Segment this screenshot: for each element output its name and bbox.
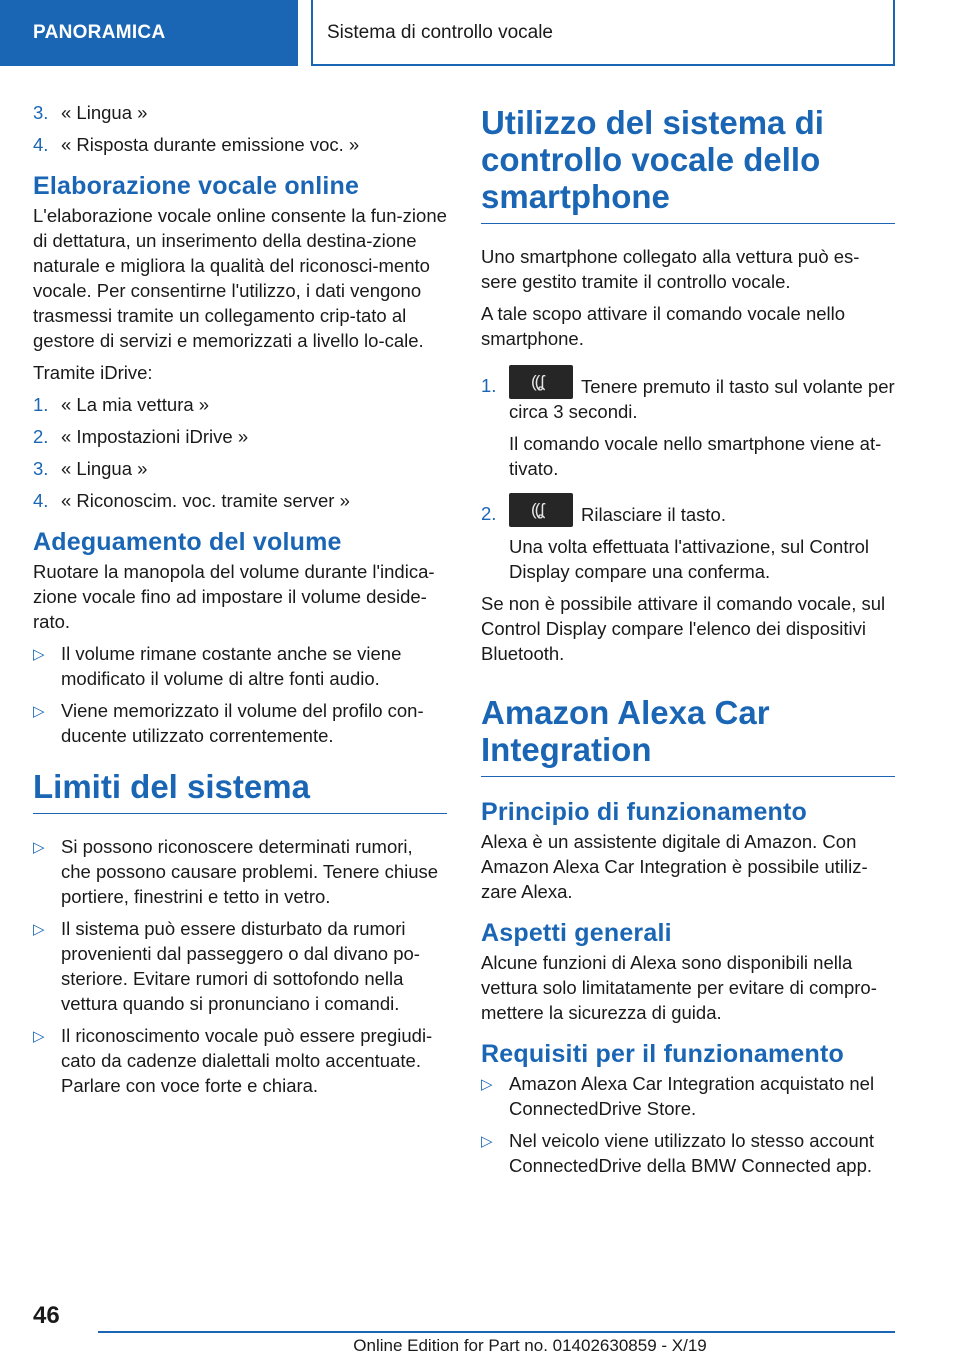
list-item: 3. « Lingua » [33, 102, 148, 123]
triangle-right-icon: ▷ [33, 1028, 45, 1045]
list-item: ▷ Nel veicolo viene utilizzato lo stesso account ConnectedDrive della BMW Connected app. [481, 1130, 875, 1176]
heading-alexa: Amazon Alexa Car Integration [481, 694, 895, 777]
list-item: ▷ Il riconoscimento vocale può essere pregiudi-cato da cadenze dialettali molto accentuate. Parlare con voce forte e chiara. [33, 1025, 433, 1096]
list-item: 4. « Risposta durante emissione voc. » [33, 134, 360, 155]
right-column [481, 100, 895, 1185]
triangle-right-icon: ▷ [481, 1076, 493, 1093]
requirements-bullet-list [481, 1071, 895, 1178]
paragraph: Uno smartphone collegato alla vettura può es-sere gestito tramite il controllo vocale. [481, 246, 860, 292]
paragraph: Alexa è un assistente digitale di Amazon. Con Amazon Alexa Car Integration è possibile utiliz-zare Alexa. [481, 831, 868, 902]
list-item: 1. ((ʆ Tenere premuto il tasto sul volante per circa 3 secondi. Il comando vocale nello smartphone viene at-tivato. [481, 365, 895, 481]
paragraph: A tale scopo attivare il comando vocale nello smartphone. [481, 303, 846, 349]
language-steps-list [33, 100, 447, 157]
triangle-right-icon: ▷ [33, 921, 45, 938]
paragraph: Tramite iDrive: [33, 362, 153, 383]
paragraph: Alcune funzioni di Alexa sono disponibili nella vettura solo limitatamente per evitare di compro-mettere la sicurezza di guida. [481, 952, 877, 1023]
paragraph: L'elaborazione vocale online consente la fun-zione di dettatura, un inserimento della destina-zione naturale e migliora la qualità del riconosci-mento vocale. Per consentirne l'utilizzo, i dati vengono trasmessi tramite un collegamento crip-tato al gestore di servizi e memorizzati a livello lo-cale. [33, 205, 447, 351]
idrive-steps-list [33, 392, 447, 513]
voice-steering-button-icon: ((ʆ [509, 493, 573, 527]
left-column [33, 100, 447, 1105]
list-item: ▷ Viene memorizzato il volume del profilo con-ducente utilizzato correntemente. [33, 700, 424, 746]
triangle-right-icon: ▷ [481, 1133, 493, 1150]
list-item: 2. « Impostazioni iDrive » [33, 426, 249, 447]
paragraph: Se non è possibile attivare il comando vocale, sul Control Display compare l'elenco dei dispositivi Bluetooth. [481, 593, 886, 664]
triangle-right-icon: ▷ [33, 646, 45, 663]
footer-divider [98, 1331, 895, 1333]
list-item: ▷ Il sistema può essere disturbato da rumori provenienti dal passeggero o dal divano po-steriore. Evitare rumori di sottofondo nella vettura quando si pronunciano i comandi. [33, 918, 420, 1014]
paragraph: Ruotare la manopola del volume durante l'indica-zione vocale fino ad impostare il volume deside-rato. [33, 561, 435, 632]
voice-steering-button-icon: ((ʆ [509, 365, 573, 399]
list-item: 2. ((ʆ Rilasciare il tasto. Una volta effettuata l'attivazione, sul Control Display compare una conferma. [481, 493, 895, 584]
list-item: 4. « Riconoscim. voc. tramite server » [33, 490, 350, 511]
heading-requirements: Requisiti per il funzionamento [481, 1040, 844, 1068]
limits-bullet-list [33, 834, 447, 1098]
chapter-title: Sistema di controllo vocale [311, 0, 895, 66]
edition-footer: Online Edition for Part no. 01402630859 - X/19 [353, 1336, 707, 1355]
list-item: ▷ Si possono riconoscere determinati rumori, che possono causare problemi. Tenere chiuse portiere, finestrini e tetto in vetro. [33, 836, 439, 907]
list-item: 1. « La mia vettura » [33, 394, 210, 415]
triangle-right-icon: ▷ [33, 839, 45, 856]
list-item: ▷ Il volume rimane costante anche se viene modificato il volume di altre fonti audio. [33, 643, 402, 689]
list-item: 3. « Lingua » [33, 458, 148, 479]
page-number: 46 [33, 1302, 60, 1329]
page-header [0, 0, 960, 66]
volume-bullet-list [33, 641, 447, 748]
section-tab: PANORAMICA [0, 0, 298, 66]
list-item: ▷ Amazon Alexa Car Integration acquistato nel ConnectedDrive Store. [481, 1073, 875, 1119]
heading-principle: Principio di funzionamento [481, 798, 808, 826]
heading-online-processing: Elaborazione vocale online [33, 172, 360, 200]
heading-smartphone-voice: Utilizzo del sistema di controllo vocale dello smartphone [481, 104, 895, 224]
heading-general-aspects: Aspetti generali [481, 919, 672, 947]
smartphone-steps-list [481, 365, 895, 584]
heading-system-limits: Limiti del sistema [33, 768, 447, 814]
heading-volume: Adeguamento del volume [33, 528, 342, 556]
triangle-right-icon: ▷ [33, 703, 45, 720]
